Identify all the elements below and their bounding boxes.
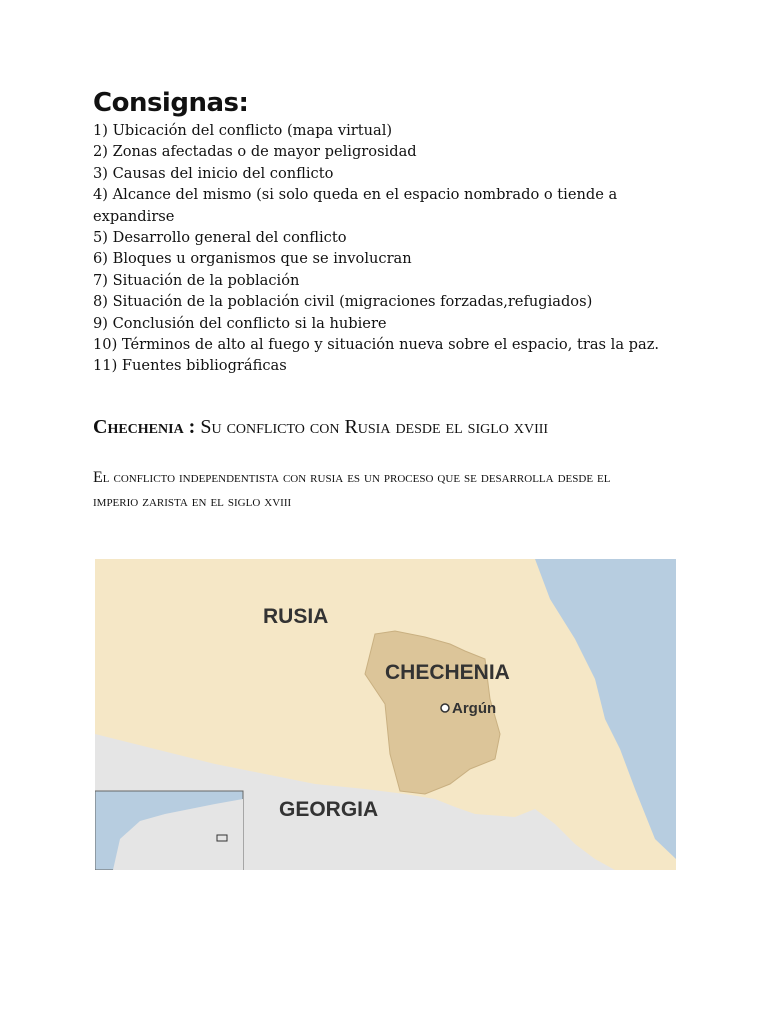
russia-label: RUSIA xyxy=(263,605,329,628)
list-item: 4) Alcance del mismo (si solo queda en el espacio nombrado o tiende a expandirse xyxy=(93,186,618,225)
list-item: 5) Desarrollo general del conflicto xyxy=(93,229,347,247)
city-marker xyxy=(441,704,449,712)
chechnya-map xyxy=(95,559,676,870)
city-label: Argún xyxy=(452,700,497,717)
list-item: 9) Conclusión del conflicto si la hubiere xyxy=(93,314,387,332)
list-item: 3) Causas del inicio del conflicto xyxy=(93,164,334,182)
list-item: 10) Términos de alto al fuego y situación nueva sobre el espacio, tras la paz. xyxy=(93,336,660,354)
heading-rest: Su conflicto con Rusia desde el siglo xviii xyxy=(200,415,549,438)
heading-strong: Chechenia : xyxy=(93,415,196,438)
list-item: 1) Ubicación del conflicto (mapa virtual) xyxy=(93,122,393,139)
list-item: 8) Situación de la población civil (migraciones forzadas,refugiados) xyxy=(93,293,593,311)
page-title: Consignas: xyxy=(93,88,249,118)
section-heading xyxy=(93,414,693,440)
section-subtitle: El conflicto independentista con rusia es un proceso que se desarrolla desde el imperio zarista en el siglo xviii xyxy=(93,468,611,510)
list-item: 11) Fuentes bibliográficas xyxy=(93,357,287,375)
chechnya-label: CHECHENIA xyxy=(385,661,510,684)
document-page xyxy=(93,86,693,514)
map-graphic xyxy=(95,559,676,870)
list-item: 6) Bloques u organismos que se involucran xyxy=(93,250,412,268)
list-item: 2) Zonas afectadas o de mayor peligrosidad xyxy=(93,143,417,161)
instructions-list xyxy=(93,120,693,377)
georgia-label: GEORGIA xyxy=(279,798,379,821)
list-item: 7) Situación de la población xyxy=(93,271,300,289)
